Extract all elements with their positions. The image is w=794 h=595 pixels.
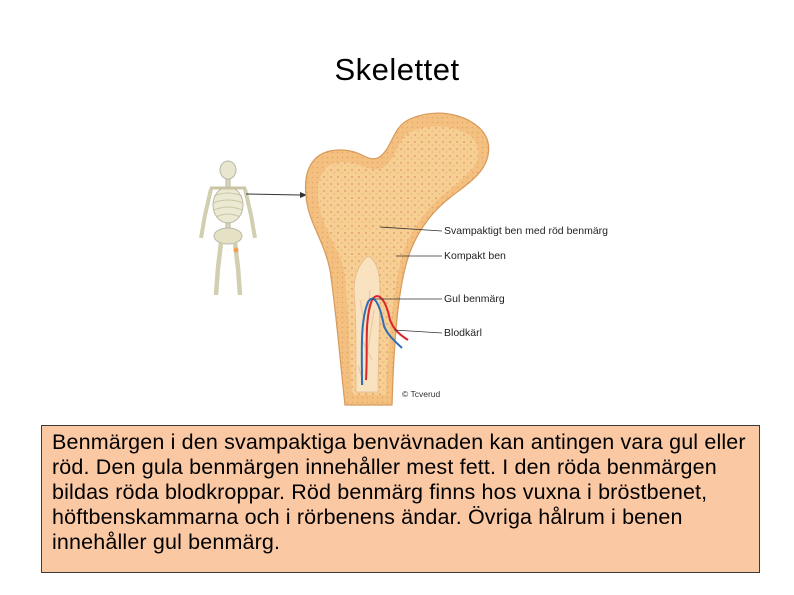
pointer-arrow-line xyxy=(246,194,300,195)
label-compact-bone: Kompakt ben xyxy=(444,250,506,262)
caption-text: Benmärgen i den svampaktiga benvävnaden kan antingen vara gul eller röd. Den gula benmärgen innehåller mest fett. I den röda benmärgen bildas röda blodkroppar. Röd benmärg finns hos vuxna i bröstbenet, höftbenskammarna och i rörbenens ändar. Övriga hålrum i benen innehåller gul benmärg. xyxy=(52,430,746,554)
slide-title: Skelettet xyxy=(334,52,460,87)
skeleton-right-arm xyxy=(245,189,255,238)
skeleton-femur-highlight xyxy=(234,248,239,253)
label-blood-vessels: Blodkärl xyxy=(444,327,482,339)
label-yellow-marrow: Gul benmärg xyxy=(444,293,505,305)
skeleton-left-leg xyxy=(216,243,221,295)
caption-box xyxy=(41,425,760,573)
skeleton-skull xyxy=(220,161,236,179)
skeleton-figure xyxy=(201,161,255,295)
skeleton-pelvis xyxy=(214,228,242,244)
label-spongy-bone: Svampaktigt ben med röd benmärg xyxy=(444,225,609,237)
copyright-notice: © Tcverud xyxy=(402,389,441,399)
skeleton-ribcage xyxy=(213,187,243,223)
skeleton-left-arm xyxy=(201,189,211,238)
leader-blood-vessels xyxy=(394,330,442,333)
